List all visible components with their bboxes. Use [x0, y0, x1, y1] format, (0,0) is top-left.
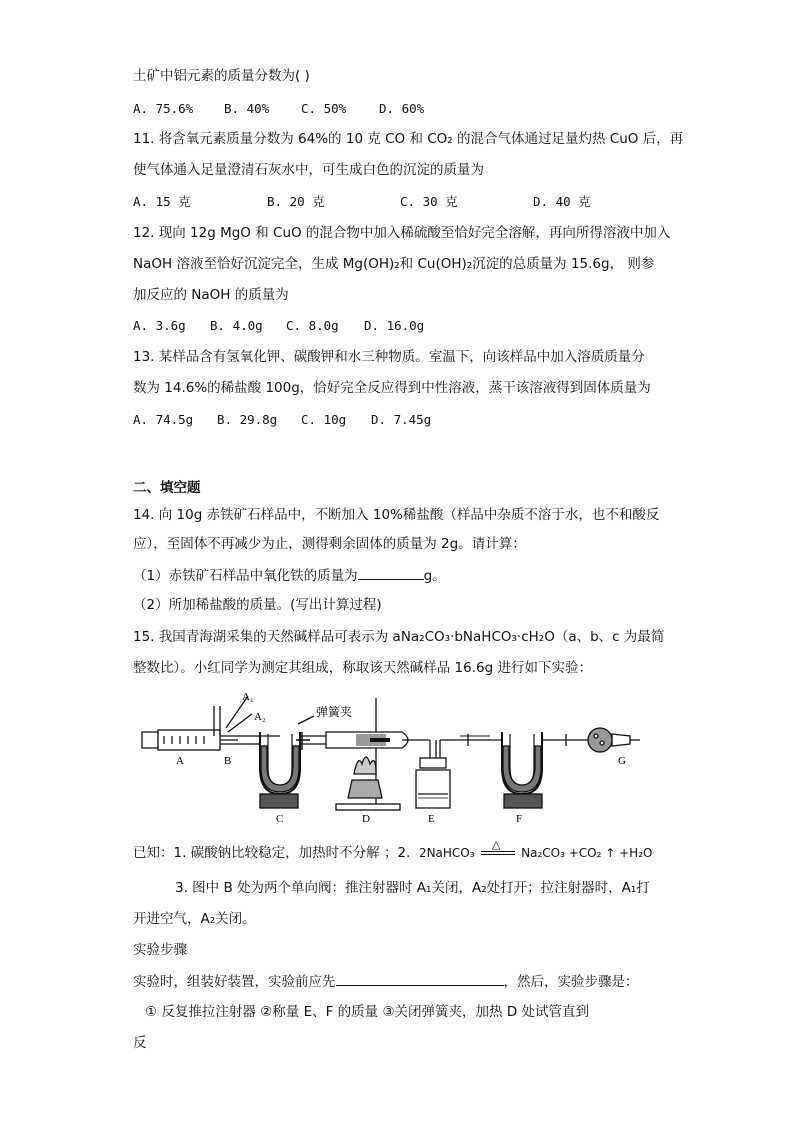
q12-option-b: B. 4.0g — [210, 318, 263, 333]
label-spring-clip: 弹簧夹 — [316, 705, 353, 719]
q10-stem-tail: 土矿中铝元素的质量分数为( ) — [133, 68, 310, 84]
q13-line1: 13. 某样品含有氢氧化钾、碳酸钾和水三种物质。室温下，向该样品中加入溶质质量分 — [133, 349, 645, 365]
q11-option-d: D. 40 克 — [533, 194, 591, 209]
q10-option-c: C. 50% — [301, 101, 347, 116]
q12-line1: 12. 现向 12g MgO 和 CuO 的混合物中加入稀硫酸至恰好完全溶解，再向所得溶液中加入 — [133, 225, 671, 241]
q13-option-b: B. 29.8g — [217, 412, 278, 427]
apparatus-figure — [130, 688, 650, 828]
q15-known-text: 已知：1. 碳酸钠比较稳定，加热时不分解 ；2. — [133, 845, 411, 861]
q14-sub1-text: （1）赤铁矿石样品中氧化铁的质量为 — [133, 568, 358, 584]
q13-option-a: A. 74.5g — [133, 412, 194, 427]
label-b: B — [224, 755, 232, 767]
q12-option-d: D. 16.0g — [364, 318, 425, 333]
label-c: C — [276, 813, 284, 825]
q13-option-d: D. 7.45g — [371, 412, 432, 427]
q12-line3: 加反应的 NaOH 的质量为 — [133, 287, 289, 303]
bottle-e — [416, 740, 502, 808]
q10-option-a: A. 75.6% — [133, 101, 194, 116]
spring-clip — [296, 716, 314, 750]
q15-step-items: ① 反复推拉注射器 ②称量 E、F 的质量 ③关闭弹簧夹，加热 D 处试管直到 — [145, 1004, 590, 1020]
q15-line2: 整数比）。小红同学为测定其组成，称取该天然碱样品 16.6g 进行如下实验： — [133, 660, 592, 676]
drying-tube-g — [588, 728, 640, 752]
q15-steps-text: 实验时，组装好装置，实验前应先 — [133, 974, 336, 990]
q14-sub1 — [133, 565, 446, 586]
label-g: G — [618, 755, 626, 767]
q13-options — [133, 410, 431, 430]
q15-steps-title: 实验步骤 — [133, 942, 187, 958]
q10-option-b: B. 40% — [224, 101, 270, 116]
label-a1: A₁ — [242, 691, 254, 703]
q14-line1: 14. 向 10g 赤铁矿石样品中，不断加入 10%稀盐酸（样品中杂质不溶于水，也不和酸反 — [133, 507, 660, 523]
q14-sub1-unit: g。 — [423, 568, 446, 584]
q15-steps-line — [133, 971, 639, 992]
q13-line2: 数为 14.6%的稀盐酸 100g，恰好完全反应得到中性溶液，蒸干该溶液得到固体质量为 — [133, 380, 651, 396]
q15-answer-blank[interactable] — [336, 971, 504, 986]
q12-line2: NaOH 溶液至恰好沉淀完全，生成 Mg(OH)₂和 Cu(OH)₂沉淀的总质量为 15.6g， 则参 — [133, 256, 655, 272]
label-e: E — [428, 813, 435, 825]
q13-option-c: C. 10g — [301, 412, 347, 427]
label-a2: A₂ — [254, 711, 266, 723]
q12-option-c: C. 8.0g — [286, 318, 339, 333]
q12-option-a: A. 3.6g — [133, 318, 186, 333]
q11-options — [133, 192, 591, 212]
q11-option-c: C. 30 克 — [400, 194, 458, 209]
syringe-a — [142, 730, 238, 750]
label-d: D — [362, 813, 370, 825]
label-a: A — [176, 755, 184, 767]
q14-sub2: （2）所加稀盐酸的质量。(写出计算过程) — [133, 597, 382, 613]
q11-line1: 11. 将含氧元素质量分数为 64%的 10 克 CO 和 CO₂ 的混合气体通过足量灼热 CuO 后，再 — [133, 131, 684, 147]
q15-heat-symbol: △ — [491, 838, 501, 851]
q15-reactant: 2NaHCO₃ — [418, 846, 475, 860]
q15-known — [133, 838, 653, 863]
q15-known3-line1: 3. 图中 B 处为两个单向阀：推注射器时 A₁关闭，A₂处打开；拉注射器时，A₁打 — [175, 880, 650, 896]
q14-answer-blank[interactable] — [358, 565, 424, 580]
label-f: F — [516, 813, 523, 825]
section-title: 二、填空题 — [133, 480, 201, 496]
q15-step-cont: 反 — [133, 1035, 147, 1051]
q15-products: Na₂CO₃ +CO₂ ↑ +H₂O — [521, 846, 653, 860]
q11-line2: 使气体通入足量澄清石灰水中，可生成白色的沉淀的质量为 — [133, 162, 484, 178]
q15-steps-post: ，然后，实验步骤是： — [503, 974, 639, 990]
q14-line2: 应），至固体不再减少为止，测得剩余固体的质量为 2g。请计算： — [133, 536, 526, 552]
u-tube-f — [460, 732, 588, 808]
q12-options — [133, 316, 424, 336]
q15-known3-line2: 开进空气，A₂关闭。 — [133, 911, 256, 927]
q11-option-b: B. 20 克 — [267, 194, 325, 209]
q11-option-a: A. 15 克 — [133, 194, 191, 209]
q10-option-d: D. 60% — [379, 101, 425, 116]
q10-options — [133, 99, 424, 119]
q15-line1: 15. 我国青海湖采集的天然碱样品可表示为 aNa₂CO₃·bNaHCO₃·cH₂O（a、b、c 为最简 — [133, 629, 665, 645]
q15-heat-arrow — [481, 838, 515, 861]
